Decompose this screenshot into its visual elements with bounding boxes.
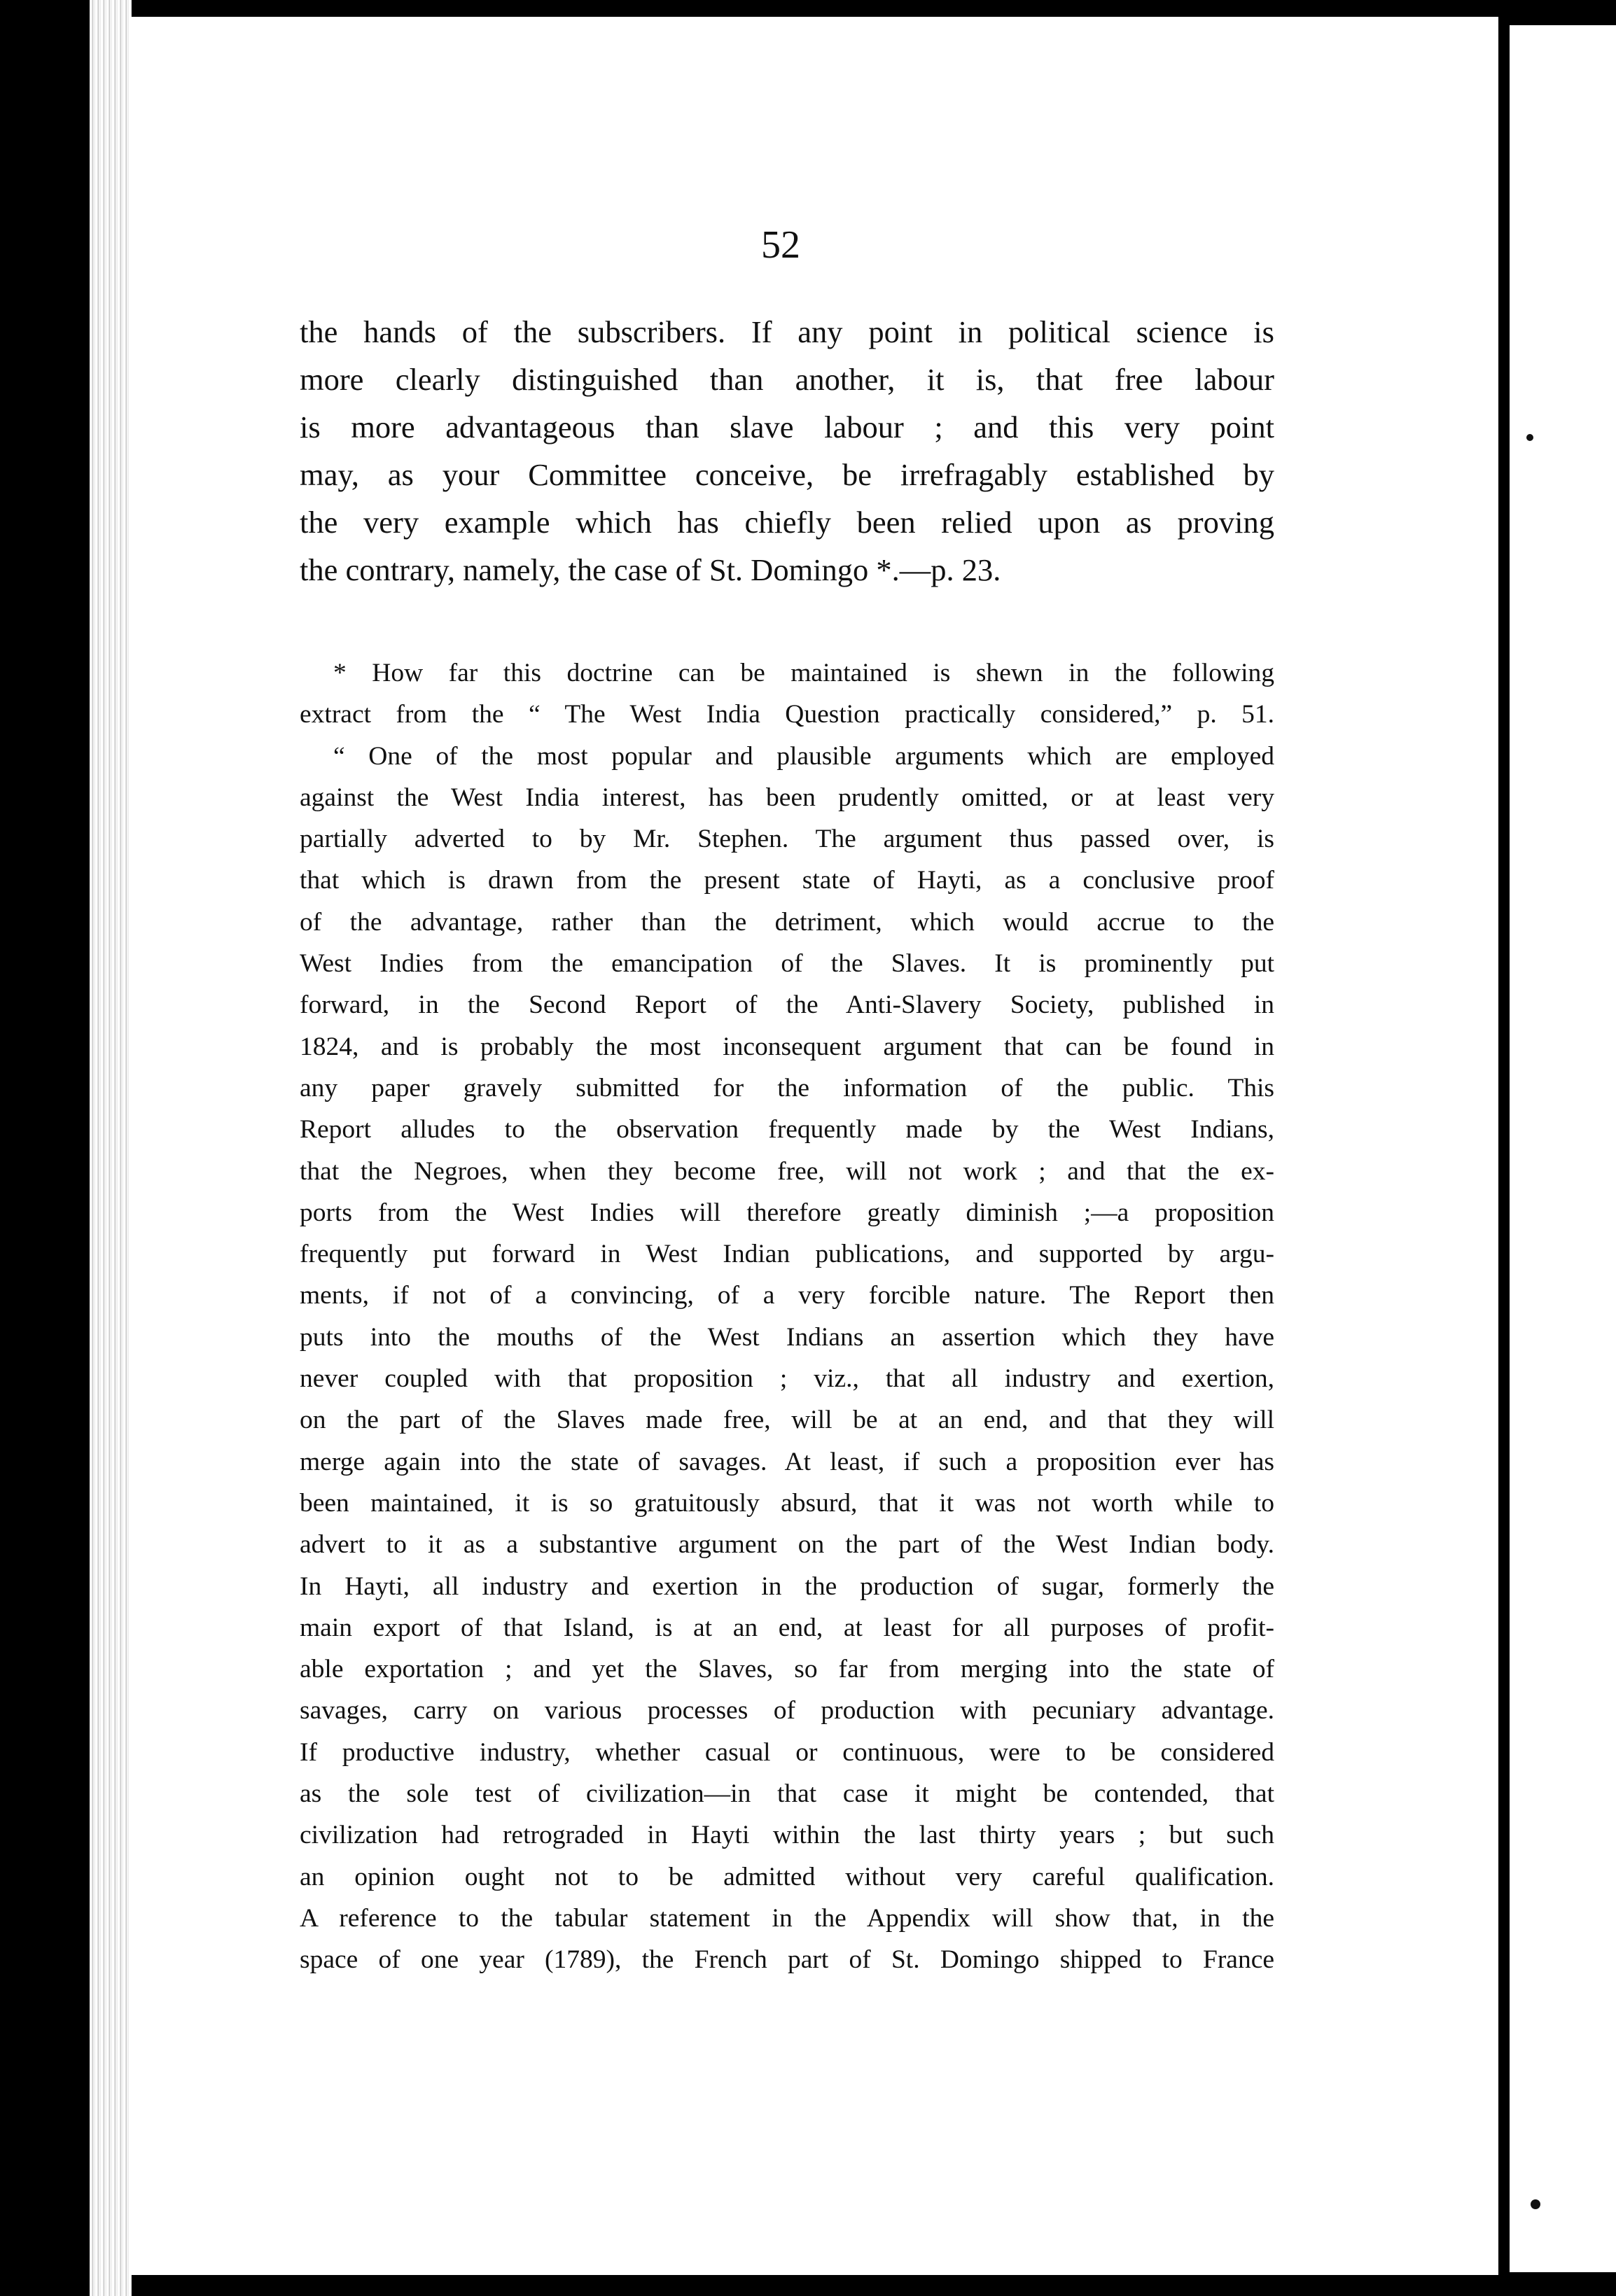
scan-speck bbox=[1531, 2199, 1540, 2209]
footnote-line: savages, carry on various processes of production with pecuniary advantage. bbox=[300, 1696, 1274, 1726]
footnote-line: space of one year (1789), the French part of St. Domingo shipped to France bbox=[300, 1945, 1274, 1975]
footnote-line: able exportation ; and yet the Slaves, so far from merging into the state of bbox=[300, 1655, 1274, 1684]
footnote-line: advert to it as a substantive argument on the part of the West Indian body. bbox=[300, 1530, 1274, 1560]
footnote-line: against the West India interest, has been prudently omitted, or at least very bbox=[300, 783, 1274, 812]
footnote-line: West Indies from the emancipation of the Slaves. It is prominently put bbox=[300, 949, 1274, 979]
footnote-line: that which is drawn from the present state of Hayti, as a conclusive proof bbox=[300, 866, 1274, 895]
scan-speck bbox=[1526, 434, 1533, 441]
footnote-line: In Hayti, all industry and exertion in the production of sugar, formerly the bbox=[300, 1572, 1274, 1601]
page-number: 52 bbox=[761, 223, 800, 267]
footnote-line: forward, in the Second Report of the Anti-Slavery Society, published in bbox=[300, 990, 1274, 1020]
footnote-line: as the sole test of civilization—in that case it might be contended, that bbox=[300, 1779, 1274, 1809]
footnote-line: ments, if not of a convincing, of a very forcible nature. The Report then bbox=[300, 1281, 1274, 1310]
footnote-line: puts into the mouths of the West Indians an assertion which they have bbox=[300, 1322, 1274, 1352]
footnote-line: “ One of the most popular and plausible arguments which are employed bbox=[333, 741, 1274, 771]
main-line: the hands of the subscribers. If any point in political science is bbox=[300, 314, 1274, 349]
footnote-line: of the advantage, rather than the detriment, which would accrue to the bbox=[300, 907, 1274, 937]
main-line: may, as your Committee conceive, be irrefragably established by bbox=[300, 457, 1274, 492]
footnote-line: been maintained, it is so gratuitously absurd, that it was not worth while to bbox=[300, 1488, 1274, 1518]
footnote-line: an opinion ought not to be admitted without very careful qualification. bbox=[300, 1862, 1274, 1891]
main-line: the contrary, namely, the case of St. Domingo *.—p. 23. bbox=[300, 552, 1001, 587]
footnote-line: that the Negroes, when they become free, will not work ; and that the ex- bbox=[300, 1156, 1274, 1186]
footnote-line: * How far this doctrine can be maintained is shewn in the following bbox=[333, 659, 1274, 687]
footnote-line: on the part of the Slaves made free, will be at an end, and that they will bbox=[300, 1406, 1274, 1435]
footnote-line: frequently put forward in West Indian publications, and supported by argu- bbox=[300, 1240, 1274, 1269]
footnote-line: If productive industry, whether casual or continuous, were to be considered bbox=[300, 1737, 1274, 1767]
main-text bbox=[300, 308, 1274, 594]
footnote-line: extract from the “ The West India Question practically considered,” p. 51. bbox=[300, 700, 1274, 729]
facing-page-edge bbox=[1510, 25, 1616, 2272]
footnote-line: A reference to the tabular statement in the Appendix will show that, in the bbox=[300, 1903, 1274, 1933]
footnote-line: main export of that Island, is at an end, at least for all purposes of profit- bbox=[300, 1613, 1274, 1642]
page-edges bbox=[90, 0, 132, 2296]
footnote-line: 1824, and is probably the most inconsequent argument that can be found in bbox=[300, 1032, 1274, 1061]
footnote-line: never coupled with that proposition ; viz., that all industry and exertion, bbox=[300, 1364, 1274, 1394]
main-line: the very example which has chiefly been relied upon as proving bbox=[300, 505, 1274, 540]
footnote-line: merge again into the state of savages. At least, if such a proposition ever has bbox=[300, 1447, 1274, 1476]
footnote-line: Report alludes to the observation frequently made by the West Indians, bbox=[300, 1115, 1274, 1144]
footnote-line: partially adverted to by Mr. Stephen. The argument thus passed over, is bbox=[300, 825, 1274, 854]
main-line: more clearly distinguished than another, it is, that free labour bbox=[300, 362, 1274, 397]
footnote-line: any paper gravely submitted for the information of the public. This bbox=[300, 1073, 1274, 1102]
footnote-line: ports from the West Indies will therefore greatly diminish ;—a proposition bbox=[300, 1198, 1274, 1227]
footnote bbox=[300, 652, 1274, 1981]
footnote-line: civilization had retrograded in Hayti within the last thirty years ; but such bbox=[300, 1821, 1274, 1850]
main-line: is more advantageous than slave labour ; and this very point bbox=[300, 410, 1274, 444]
